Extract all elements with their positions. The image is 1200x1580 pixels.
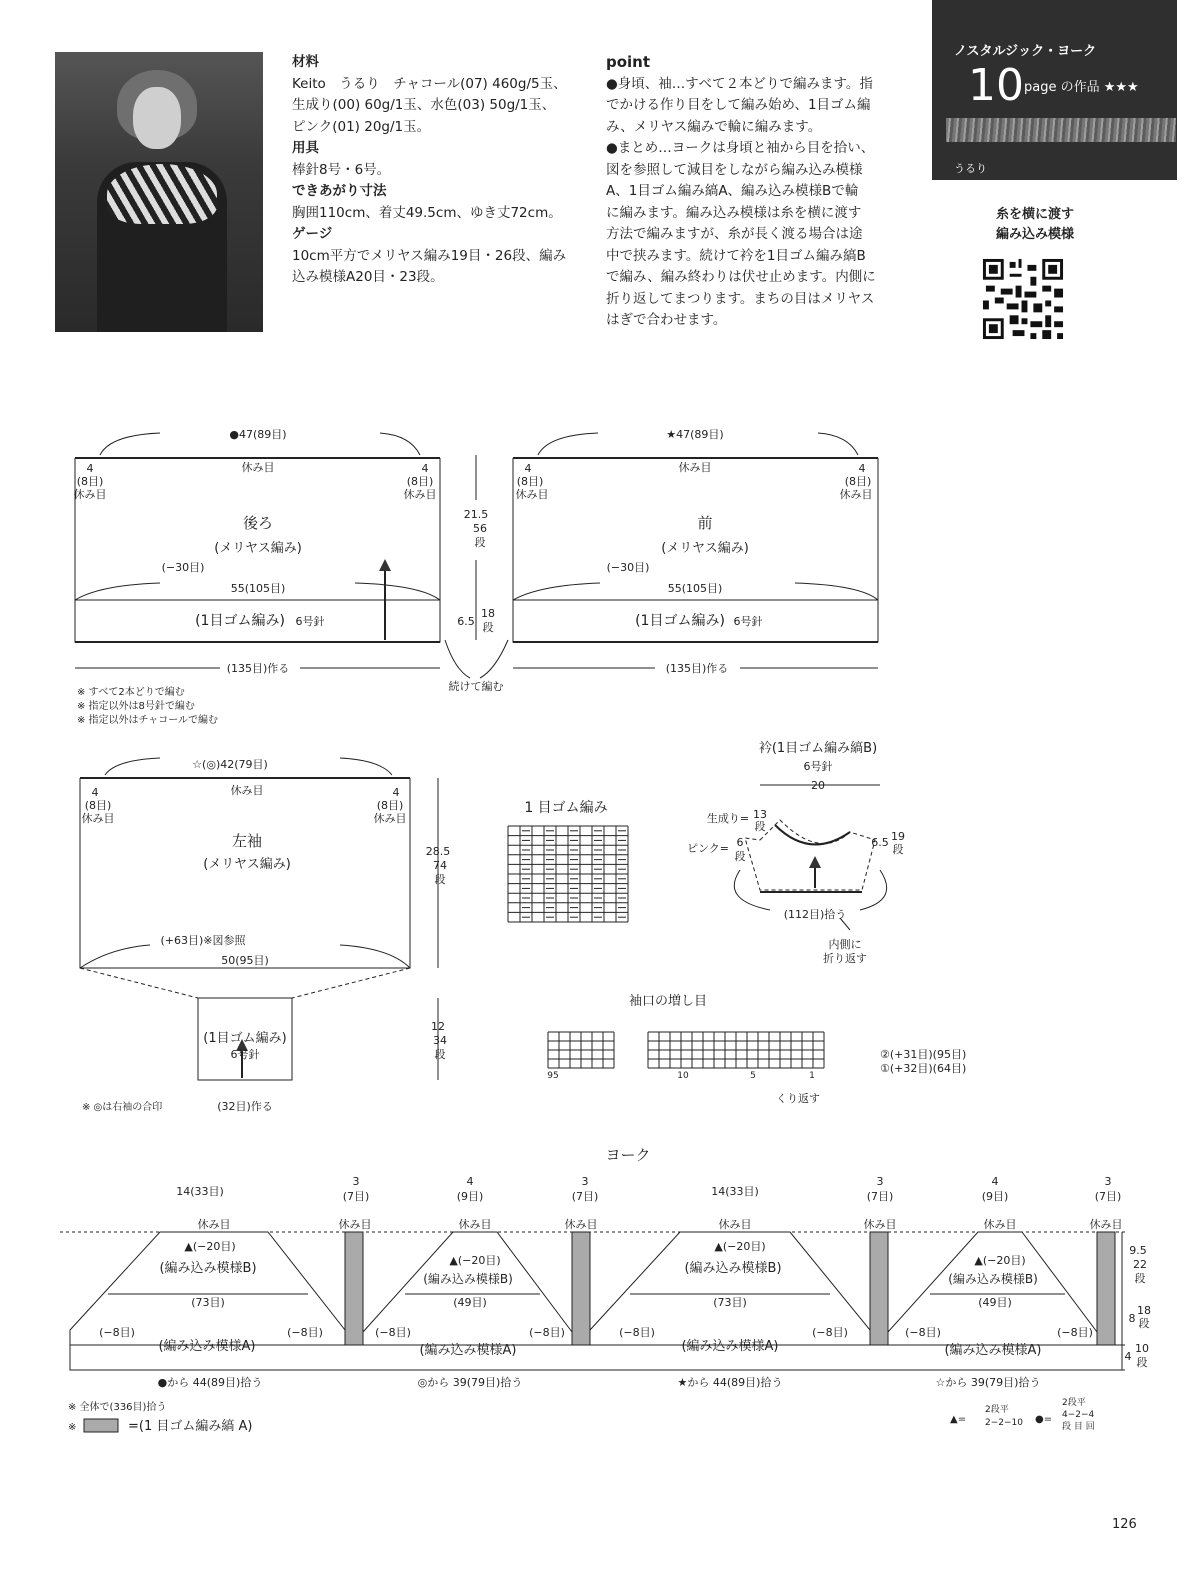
yoke-rdim: 10 xyxy=(1135,1342,1149,1355)
yoke-rest: 休み目 xyxy=(983,1218,1017,1231)
sleeve-needle: 6号針 xyxy=(230,1048,260,1061)
yoke-title: ヨーク xyxy=(605,1146,651,1164)
yoke-count: (73目) xyxy=(191,1296,225,1309)
sleeve-dim: 段 xyxy=(434,1048,446,1061)
yoke-patB: (編み込み模様B) xyxy=(423,1272,513,1286)
yoke-dec8: (−8目) xyxy=(1057,1326,1093,1339)
yoke-rdim: 段 xyxy=(1134,1272,1146,1285)
yoke-dec8: (−8目) xyxy=(812,1326,848,1339)
yoke-note: ※ xyxy=(68,1422,77,1433)
continue-label: 続けて編む xyxy=(448,680,504,693)
yoke-dim: (9目) xyxy=(456,1190,484,1203)
body-dim: 18 xyxy=(481,607,495,620)
point-heading: point xyxy=(606,53,651,71)
yoke-dim: 3 xyxy=(876,1175,884,1188)
collar-c1: 段 xyxy=(754,820,766,833)
badge-number: 10 xyxy=(968,60,1024,111)
collar-fold: 内側に xyxy=(828,938,862,951)
yoke-rest: 休み目 xyxy=(338,1218,372,1231)
point-line: に編みます。編み込み模様は糸を横に渡す xyxy=(606,204,862,221)
cuff-label: 95 xyxy=(547,1071,559,1081)
collar-height: 19 xyxy=(891,830,905,843)
cuff-chart-grid xyxy=(548,1032,824,1068)
gauge-line: 10cm平方でメリヤス編み19目・26段、編み xyxy=(292,247,567,264)
yoke-dim: 14(33目) xyxy=(176,1185,224,1198)
yoke-dec8: (−8目) xyxy=(375,1326,411,1339)
yoke-count: (49目) xyxy=(978,1296,1012,1309)
note-line: ※ 指定以外はチャコールで編む xyxy=(77,715,219,726)
yoke-key: 2段平 xyxy=(985,1405,1009,1415)
yoke-rest: 休み目 xyxy=(718,1218,752,1231)
back-ribbing: (1目ゴム編み) xyxy=(195,613,285,629)
front-needle: 6号針 xyxy=(733,615,763,628)
sleeve-dim: 12 xyxy=(431,1020,445,1033)
yoke-key: 2段平 xyxy=(1062,1398,1086,1408)
yoke-dec8: (−8目) xyxy=(287,1326,323,1339)
yoke-count: (73目) xyxy=(713,1296,747,1309)
qr-title-line: 糸を横に渡す xyxy=(995,207,1074,222)
back-rest-label: 休み目 xyxy=(241,461,275,474)
front-corner-r: 4 xyxy=(858,462,866,475)
materials-heading: 材料 xyxy=(292,54,319,70)
sleeve-corner-l: 4 xyxy=(91,786,99,799)
yoke-dec8: (−8目) xyxy=(529,1326,565,1339)
sleeve-corner-r: 4 xyxy=(392,786,400,799)
back-corner-l: 4 xyxy=(86,462,94,475)
collar-c2: ピンク= xyxy=(687,842,729,855)
point-line: 中で挟みます。続けて衿を1目ゴム編み縞B xyxy=(606,247,866,264)
body-dim: 段 xyxy=(474,536,486,549)
front-cast-on: (135目)作る xyxy=(665,662,729,675)
page-number: 126 xyxy=(1112,1517,1137,1532)
sleeve-dim: 74 xyxy=(433,859,447,872)
point-line: 方法で編みますが、糸が長く渡る場合は途 xyxy=(606,226,863,242)
cuff-label: 1 xyxy=(809,1071,815,1081)
yoke-pick: ★から 44(89目)拾う xyxy=(677,1376,783,1389)
back-width-label: ●47(89目) xyxy=(229,428,287,441)
yoke-key: 2−2−10 xyxy=(985,1418,1023,1428)
rib-chart-grid xyxy=(508,826,628,922)
front-corner-l: (8目) xyxy=(516,475,544,488)
yoke-patB: (編み込み模様B) xyxy=(159,1261,257,1276)
back-needle: 6号針 xyxy=(295,615,325,628)
sleeve-note: ※ ◎は右袖の合印 xyxy=(82,1102,163,1113)
collar-width: 20 xyxy=(811,779,825,792)
yoke-patA: (編み込み模様A) xyxy=(158,1339,256,1354)
yoke-note: =(1 目ゴム編み縞 A) xyxy=(128,1419,253,1434)
yoke-dim: 4 xyxy=(466,1175,474,1188)
back-title: 後ろ xyxy=(242,514,274,532)
yoke-dec20: ▲(−20目) xyxy=(449,1254,501,1267)
back-corner-l: (8目) xyxy=(76,475,104,488)
body-dim: 56 xyxy=(473,522,487,535)
cuff-row1: ①(+32目)(64目) xyxy=(880,1062,967,1075)
front-ribbing: (1目ゴム編み) xyxy=(635,613,725,629)
size-line: 胸囲110cm、着丈49.5cm、ゆき丈72cm。 xyxy=(292,204,562,221)
sleeve-subtitle: (メリヤス編み) xyxy=(203,857,291,872)
collar-fold: 折り返す xyxy=(823,952,867,965)
yoke-dec8: (−8目) xyxy=(905,1326,941,1339)
gauge-line: 込み模様A20目・23段。 xyxy=(292,269,444,285)
yoke-dec20: ▲(−20目) xyxy=(974,1254,1026,1267)
front-subtitle: (メリヤス編み) xyxy=(661,541,749,556)
cuff-repeat: くり返す xyxy=(776,1092,820,1105)
front-dec: (−30目) xyxy=(606,561,650,574)
yoke-rdim: 8 xyxy=(1128,1312,1136,1325)
yoke-patB: (編み込み模様B) xyxy=(684,1261,782,1276)
yoke-dec20: ▲(−20目) xyxy=(714,1240,766,1253)
badge-subtitle: ノスタルジック・ヨーク xyxy=(954,44,1097,59)
back-cast-on: (135目)作る xyxy=(226,662,290,675)
yoke-rdim: 4 xyxy=(1124,1350,1132,1363)
point-line: A、1目ゴム編み縞A、編み込み模様Bで輪 xyxy=(606,183,859,199)
gauge-heading: ゲージ xyxy=(292,226,333,242)
yoke-pick: ●から 44(89目)拾う xyxy=(157,1376,263,1389)
yarn-name: うるり xyxy=(954,162,987,175)
yoke-rest: 休み目 xyxy=(1089,1218,1123,1231)
back-subtitle: (メリヤス編み) xyxy=(214,541,302,556)
yoke-key: ▲= xyxy=(950,1414,967,1425)
point-line: 図を参照して減目をしながら編み込み模様 xyxy=(606,161,863,178)
yoke-dim: (7目) xyxy=(342,1190,370,1203)
collar-c2: 段 xyxy=(734,850,746,863)
collar-c1: 生成り= xyxy=(706,812,750,825)
note-line: ※ すべて2本どりで編む xyxy=(77,687,185,698)
qr-title-line: 編み込み模様 xyxy=(995,227,1074,242)
body-dim: 21.5 xyxy=(463,508,489,521)
back-corner-r: 4 xyxy=(421,462,429,475)
front-rest-label: 休み目 xyxy=(678,461,712,474)
rib-chart-title: 1 目ゴム編み xyxy=(524,800,608,816)
yoke-dim: 3 xyxy=(581,1175,589,1188)
cuff-chart-title: 袖口の増し目 xyxy=(628,994,708,1009)
sleeve-corner-l: 休み目 xyxy=(81,812,115,825)
yoke-dim: (7目) xyxy=(866,1190,894,1203)
materials-line: ピンク(01) 20g/1玉。 xyxy=(292,118,431,135)
sleeve-corner-r: (8目) xyxy=(376,799,404,812)
yoke-dec8: (−8目) xyxy=(619,1326,655,1339)
yoke-dim: 14(33目) xyxy=(711,1185,759,1198)
front-corner-r: (8目) xyxy=(844,475,872,488)
yoke-rest: 休み目 xyxy=(863,1218,897,1231)
sleeve-corner-l: (8目) xyxy=(84,799,112,812)
sleeve-inc: (+63目)※図参照 xyxy=(160,934,246,947)
yoke-dim: (7目) xyxy=(571,1190,599,1203)
yoke-dim: 3 xyxy=(352,1175,360,1188)
yoke-patA: (編み込み模様A) xyxy=(944,1343,1042,1358)
tools-heading: 用具 xyxy=(292,140,319,156)
point-line: 折り返してまつります。まちの目はメリヤス xyxy=(606,290,875,307)
sleeve-corner-r: 休み目 xyxy=(373,812,407,825)
yoke-dim: (7目) xyxy=(1094,1190,1122,1203)
yoke-dim: 4 xyxy=(991,1175,999,1188)
front-title: 前 xyxy=(697,514,713,532)
back-corner-r: (8目) xyxy=(406,475,434,488)
yoke-key: 4−2−4 xyxy=(1062,1410,1095,1420)
collar-height: 段 xyxy=(892,843,904,856)
front-width2: 55(105目) xyxy=(667,582,723,595)
yoke-rest: 休み目 xyxy=(458,1218,492,1231)
yoke-rest: 休み目 xyxy=(197,1218,231,1231)
yoke-rest: 休み目 xyxy=(564,1218,598,1231)
yoke-rdim: 18 xyxy=(1137,1304,1151,1317)
yoke-patA: (編み込み模様A) xyxy=(419,1343,517,1358)
front-corner-l: 休み目 xyxy=(515,488,549,501)
collar-c2: 6 xyxy=(736,836,744,849)
sleeve-ribbing: (1目ゴム編み) xyxy=(203,1031,287,1046)
point-line: でかける作り目をして編み始め、1目ゴム編 xyxy=(606,97,871,113)
back-corner-r: 休み目 xyxy=(403,488,437,501)
sleeve-dim: 段 xyxy=(434,873,446,886)
front-width-label: ★47(89目) xyxy=(666,428,724,441)
yoke-dim: (9目) xyxy=(981,1190,1009,1203)
yoke-patA: (編み込み模様A) xyxy=(681,1339,779,1354)
badge-page-label: page の作品 ★★★ xyxy=(1024,80,1139,95)
stripe-swatch xyxy=(84,1419,118,1432)
collar-c1: 13 xyxy=(753,808,767,821)
back-dec: (−30目) xyxy=(161,561,205,574)
sleeve-title: 左袖 xyxy=(231,832,263,850)
collar-needle: 6号針 xyxy=(803,760,833,773)
yoke-patB: (編み込み模様B) xyxy=(948,1272,1038,1286)
point-line: で編み、編み終わりは伏せ止めます。内側に xyxy=(606,269,876,285)
point-line: ●身頃、袖…すべて２本どりで編みます。指 xyxy=(606,75,873,92)
front-corner-l: 4 xyxy=(524,462,532,475)
point-line: はぎで合わせます。 xyxy=(606,312,727,328)
cuff-row2: ②(+31目)(95目) xyxy=(880,1048,967,1061)
size-heading: できあがり寸法 xyxy=(292,183,387,199)
sleeve-dim: 34 xyxy=(433,1034,447,1047)
yoke-rdim: 9.5 xyxy=(1129,1244,1147,1257)
back-width2: 55(105目) xyxy=(230,582,286,595)
cuff-label: 5 xyxy=(750,1071,756,1081)
yoke-pick: ☆から 39(79目)拾う xyxy=(935,1376,1041,1389)
yoke-dec8: (−8目) xyxy=(99,1326,135,1339)
collar-pickup: (112目)拾う xyxy=(783,908,847,921)
yoke-dec20: ▲(−20目) xyxy=(184,1240,236,1253)
yoke-key: ●= xyxy=(1035,1414,1053,1425)
point-line: み、メリヤス編みで輪に編みます。 xyxy=(606,118,822,135)
sleeve-dim: 28.5 xyxy=(425,845,451,858)
back-corner-l: 休み目 xyxy=(73,488,107,501)
sleeve-width: ☆(◎)42(79目) xyxy=(192,758,268,771)
note-line: ※ 指定以外は8号針で編む xyxy=(77,701,195,712)
body-dim: 段 xyxy=(482,621,494,634)
yoke-rdim: 段 xyxy=(1136,1356,1148,1369)
yoke-count: (49目) xyxy=(453,1296,487,1309)
yoke-pick: ◎から 39(79目)拾う xyxy=(417,1376,523,1389)
materials-line: Keito うるり チャコール(07) 460g/5玉、 xyxy=(292,75,567,92)
tools-line: 棒針8号・6号。 xyxy=(292,161,391,178)
yoke-key: 段 目 回 xyxy=(1062,1422,1095,1432)
yoke-rdim: 22 xyxy=(1133,1258,1147,1271)
sleeve-cast-on: (32目)作る xyxy=(217,1100,273,1113)
yoke-dim: 3 xyxy=(1104,1175,1112,1188)
point-line: ●まとめ…ヨークは身頃と袖から目を拾い、 xyxy=(606,140,875,156)
yoke-note: ※ 全体で(336目)拾う xyxy=(68,1402,167,1413)
collar-title: 衿(1目ゴム編み縞B) xyxy=(758,741,878,756)
cuff-label: 10 xyxy=(677,1071,689,1081)
collar-height: 6.5 xyxy=(871,836,889,849)
front-corner-r: 休み目 xyxy=(839,488,873,501)
materials-line: 生成り(00) 60g/1玉、水色(03) 50g/1玉、 xyxy=(292,97,556,113)
yoke-rdim: 段 xyxy=(1138,1317,1150,1330)
sleeve-width2: 50(95目) xyxy=(221,954,269,967)
sleeve-rest: 休み目 xyxy=(230,784,264,797)
body-dim: 6.5 xyxy=(457,615,475,628)
